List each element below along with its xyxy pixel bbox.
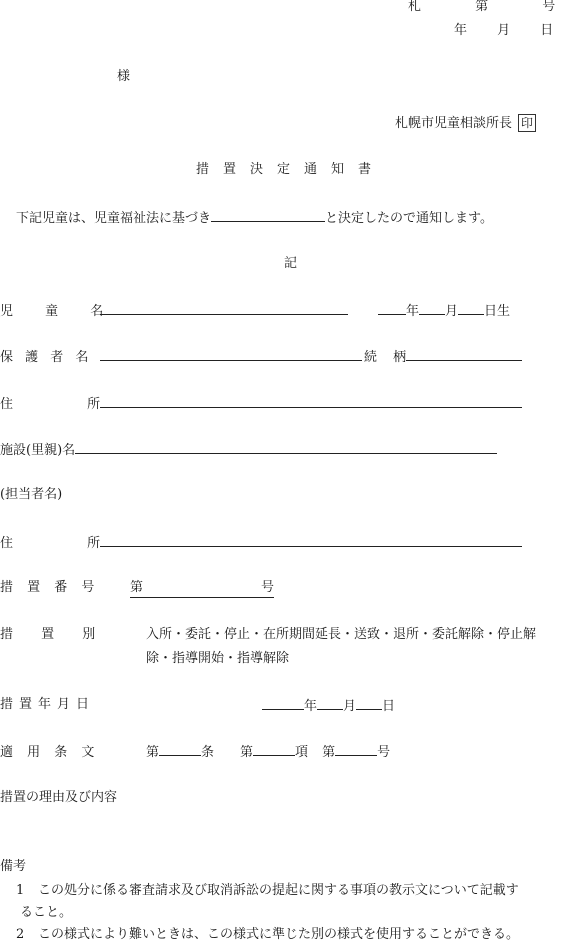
address-field[interactable] [100, 394, 522, 408]
note-2-number: 2 [16, 927, 25, 942]
measure-type-label: 措 置 別 [0, 627, 96, 642]
child-name-field[interactable] [100, 301, 348, 315]
intro-before: 下記児童は、児童福祉法に基づき [16, 211, 212, 226]
date-line [454, 22, 553, 40]
address2-field[interactable] [100, 533, 522, 547]
intro-sentence [16, 208, 493, 228]
date-line-text: 年 月 日 [454, 23, 554, 38]
measure-number-label: 措 置 番 号 [0, 580, 95, 595]
birth-month-field[interactable] [419, 301, 445, 315]
article-row: 適 用 条 文 第 条 第 項 第 号 [0, 742, 390, 762]
note-item-1-cont: ること。 [20, 905, 73, 920]
relationship-field[interactable] [406, 347, 522, 361]
reason-label: 措置の理由及び内容 [0, 790, 118, 805]
facility-label: 施設(里親)名 [0, 443, 76, 458]
measure-type-row [0, 626, 536, 644]
measure-type-row-2: 除・指導開始・指導解除 [146, 651, 290, 666]
birth-year-field[interactable] [378, 301, 406, 315]
child-name-label: 児 童 名 [0, 304, 104, 319]
note-item-1: 1 この処分に係る審査請求及び取消訴訟の提起に関する事項の教示文について記載す [16, 883, 519, 898]
address2-label: 住 所 [0, 536, 101, 551]
issuer-line [395, 114, 536, 133]
measure-number-field[interactable]: 第 号 [130, 579, 274, 598]
measure-year-field[interactable] [262, 696, 304, 710]
measure-date-fields: 年 月 日 [262, 696, 395, 716]
guardian-field[interactable] [100, 347, 362, 361]
relationship-label: 続 柄 [364, 350, 407, 365]
article-field[interactable] [159, 742, 201, 756]
measure-day-field[interactable] [356, 696, 382, 710]
child-name-row [0, 301, 348, 321]
issuer-name: 札幌市児童相談所長 [395, 116, 513, 131]
measure-date-row [0, 696, 95, 714]
guardian-label: 保 護 者 名 [0, 350, 89, 365]
measure-date-label: 措置年月日 [0, 697, 96, 712]
article-label: 適 用 条 文 [0, 745, 95, 760]
address2-row [0, 533, 522, 553]
intro-blank[interactable] [211, 208, 325, 222]
relationship [364, 347, 522, 367]
notes-heading: 備考 [0, 859, 27, 874]
measure-number-row [0, 579, 274, 598]
ki-mark: 記 [284, 256, 298, 271]
seal-mark: 印 [518, 114, 536, 132]
note-1-number: 1 [16, 883, 25, 898]
address-row [0, 394, 522, 414]
document-title: 措置決定通知書 [196, 162, 386, 177]
guardian-row [0, 347, 362, 367]
number-line-text: 札 第 号 [408, 0, 566, 14]
paragraph-field[interactable] [253, 742, 295, 756]
number-line [408, 0, 566, 16]
birth-day-field[interactable] [458, 301, 484, 315]
in-charge-label: (担当者名) [0, 487, 63, 502]
facility-row [0, 440, 497, 460]
measure-type-options: 入所・委託・停止・在所期間延長・送致・退所・委託解除・停止解 [146, 627, 537, 642]
intro-after: と決定したので通知します。 [325, 211, 493, 226]
measure-month-field[interactable] [317, 696, 343, 710]
birth-date: 年 月 日生 [378, 301, 510, 321]
address-label: 住 所 [0, 397, 101, 412]
facility-field[interactable] [75, 440, 497, 454]
item-field[interactable] [335, 742, 377, 756]
addressee-suffix: 様 [117, 69, 131, 84]
note-item-2: 2 この様式により難いときは、この様式に準じた別の様式を使用することができる。 [16, 927, 520, 942]
